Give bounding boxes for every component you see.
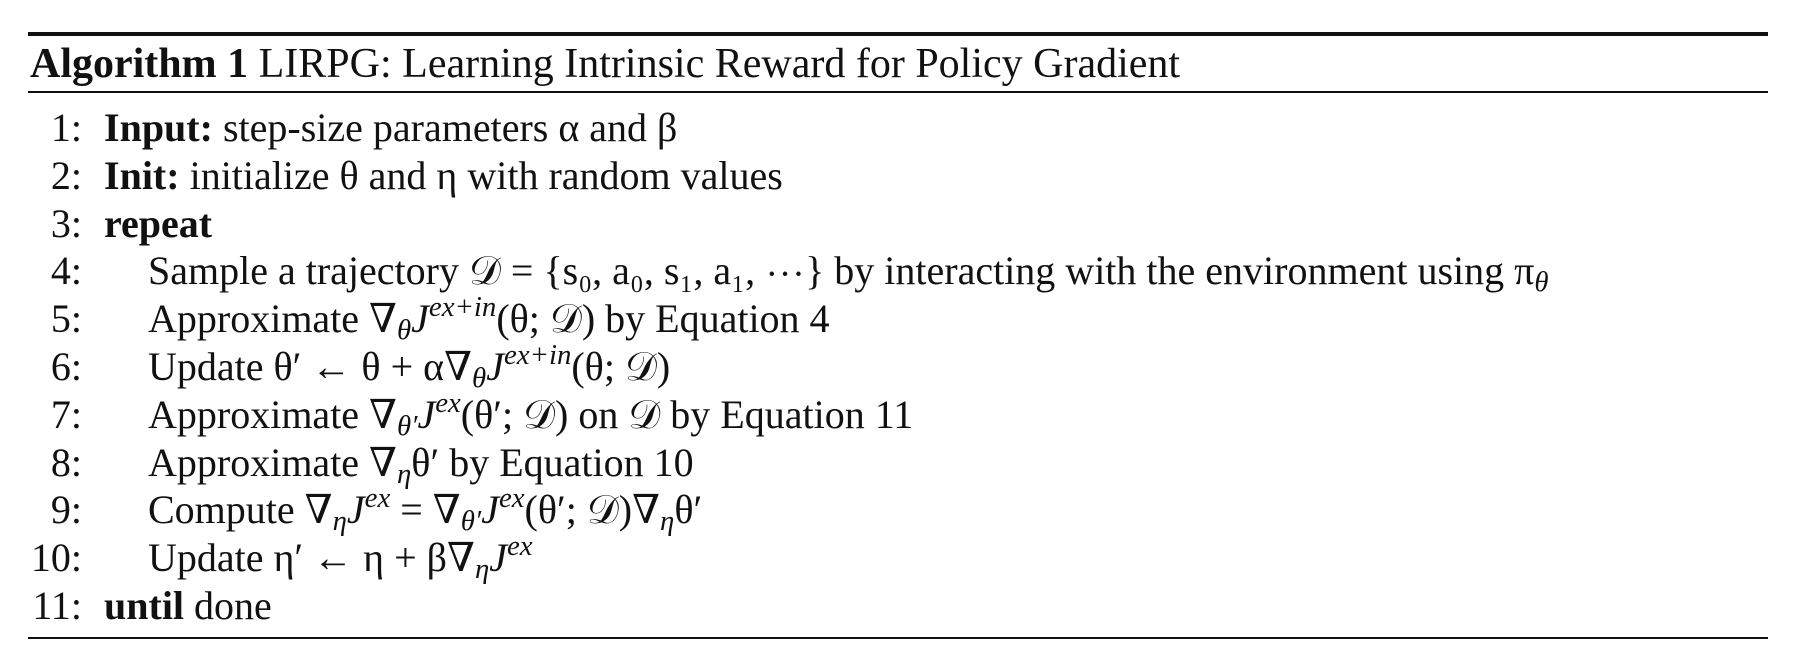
algorithm-line-8: [0, 439, 1794, 490]
subscript: η: [660, 505, 675, 538]
line-number: 9:: [50, 487, 82, 533]
line-content: [148, 247, 1549, 299]
keyword: Init:: [104, 152, 180, 198]
superscript: ex: [498, 482, 525, 515]
line-text: Compute ∇: [148, 487, 333, 533]
line-tail: (θ; 𝒟): [571, 343, 671, 389]
line-number: 4:: [50, 248, 82, 294]
subscript: η: [396, 457, 412, 490]
subscript: η: [332, 505, 347, 538]
line-number: 11:: [32, 582, 82, 628]
line-text: step-size parameters α and β: [212, 105, 678, 150]
superscript: ex: [364, 482, 391, 515]
math-symbol: J: [486, 343, 504, 389]
subscript: θ: [1534, 266, 1549, 299]
algorithm-caption: [30, 38, 1180, 90]
math-symbol: J: [417, 391, 436, 437]
line-content: [104, 104, 677, 152]
line-content: [104, 152, 783, 200]
line-tail: (θ′; 𝒟) on 𝒟 by Equation 11: [460, 391, 914, 437]
subscript: θ′: [396, 409, 418, 442]
line-content: [148, 439, 694, 490]
line-content: [148, 386, 914, 442]
algorithm-body: [0, 104, 1794, 630]
line-content: [148, 530, 533, 586]
line-text: Sample a trajectory 𝒟 = {s₀, a₀, s₁, a₁, ⋯} by interacting with the environment using π: [148, 248, 1535, 294]
superscript: ex: [507, 530, 533, 563]
subscript: θ′: [460, 505, 482, 538]
math-symbol: J: [481, 487, 499, 533]
line-content: [104, 582, 272, 630]
line-number: 10:: [30, 535, 82, 581]
line-number: 7:: [50, 391, 82, 437]
line-number: 6:: [50, 343, 82, 389]
line-content: [148, 482, 703, 538]
line-text: initialize θ and η with random values: [179, 152, 783, 198]
subscript: θ: [396, 314, 412, 347]
algorithm-line-6: [0, 339, 1794, 395]
line-number: 5:: [50, 296, 82, 342]
bottom-rule: [28, 637, 1768, 639]
math-symbol: J: [489, 535, 507, 581]
algorithm-title: LIRPG: Learning Intrinsic Reward for Policy Gradient: [258, 41, 1181, 87]
line-number: 2:: [50, 152, 82, 198]
algorithm-line-9: [0, 482, 1794, 538]
subscript: θ: [472, 362, 487, 395]
line-number: 1:: [50, 105, 82, 150]
algorithm-line-1: [0, 104, 1794, 152]
keyword: Input:: [104, 105, 213, 150]
line-content: [148, 339, 671, 395]
line-content: [148, 291, 830, 347]
superscript: ex+in: [503, 339, 572, 372]
line-text: Update η′ ← η + β∇: [148, 535, 475, 581]
algorithm-line-4: [0, 247, 1794, 299]
subscript: η: [474, 553, 490, 586]
superscript: ex: [435, 386, 461, 419]
keyword: repeat: [104, 200, 213, 246]
algorithm-line-5: [0, 291, 1794, 347]
algorithm-line-2: [0, 152, 1794, 200]
line-tail: (θ; 𝒟) by Equation 4: [496, 296, 830, 342]
line-content: [104, 200, 212, 248]
line-number: 3:: [50, 200, 82, 246]
math-symbol: J: [346, 487, 365, 533]
line-text: Update θ′ ← θ + α∇: [148, 343, 473, 389]
algorithm-label: Algorithm 1: [30, 41, 249, 87]
line-tail: θ′ by Equation 10: [411, 439, 694, 485]
line-text: Approximate ∇: [148, 296, 397, 342]
math-operator: = ∇: [390, 487, 461, 533]
line-number: 8:: [50, 439, 82, 485]
keyword: until: [104, 582, 185, 628]
line-text: Approximate ∇: [148, 439, 397, 485]
line-text: done: [184, 582, 272, 628]
header-rule: [28, 91, 1768, 93]
superscript: ex+in: [428, 291, 497, 324]
line-text: Approximate ∇: [148, 391, 397, 437]
math-symbol: J: [411, 296, 429, 342]
algorithm-line-3: [0, 200, 1794, 248]
top-rule: [28, 32, 1768, 36]
algorithm-line-11: [0, 582, 1794, 630]
line-tail: θ′: [674, 487, 703, 533]
algorithm-line-7: [0, 386, 1794, 442]
algorithm-line-10: [0, 530, 1794, 586]
math-expression: (θ′; 𝒟)∇: [524, 487, 661, 533]
